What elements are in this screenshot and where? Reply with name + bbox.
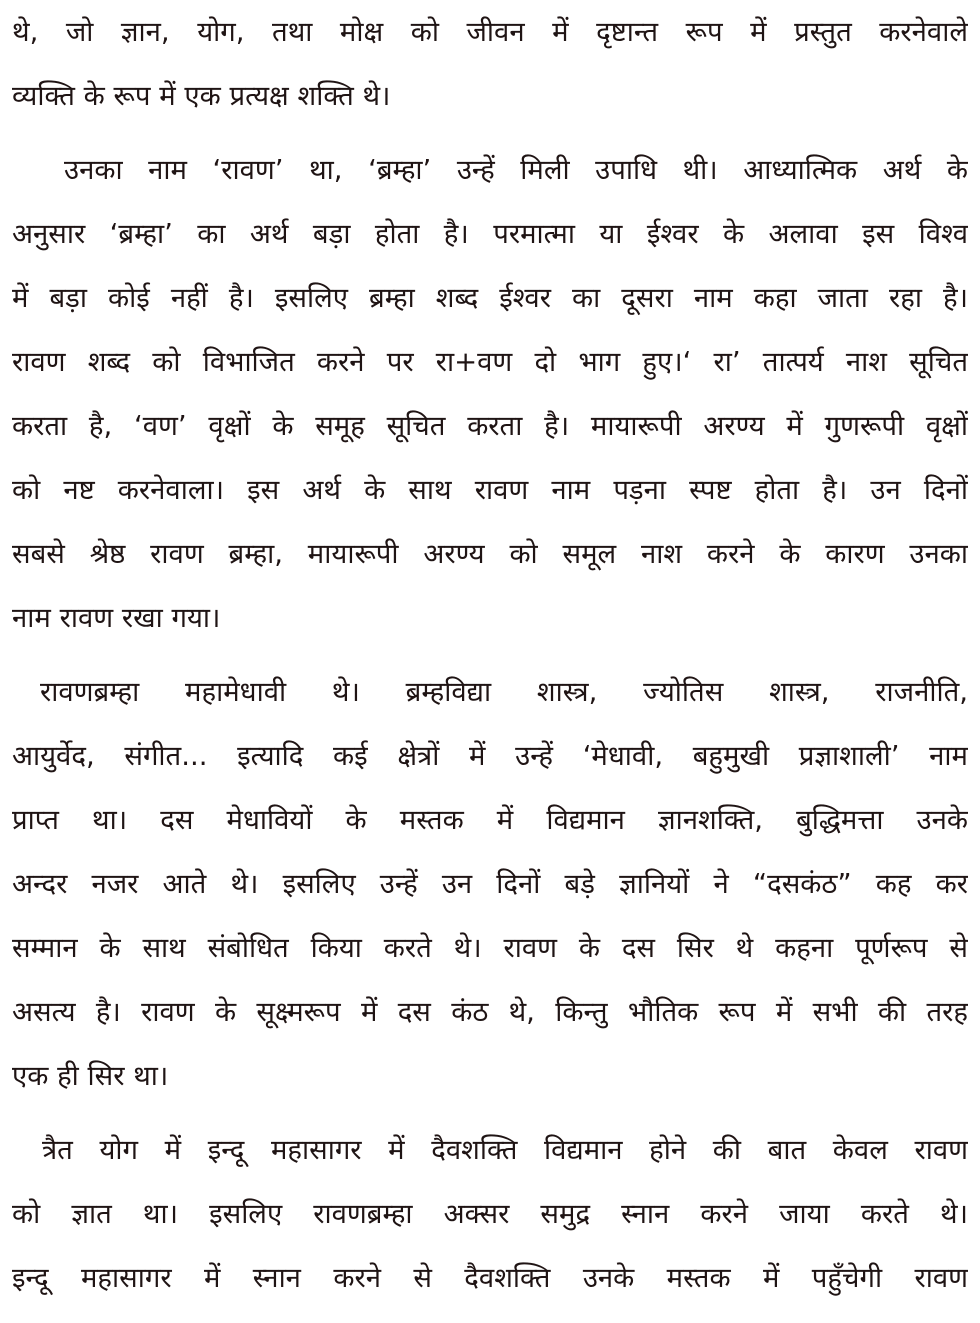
text-line: थे, जो ज्ञान, योग, तथा मोक्ष को जीवन में दृष्टान्त रूप में प्रस्तुत करनेवाले <box>12 16 968 48</box>
text-line: असत्य है। रावण के सूक्ष्मरूप में दस कंठ थे, किन्तु भौतिक रूप में सभी की तरह <box>12 996 968 1028</box>
text-line: प्राप्त था। दस मेधावियों के मस्तक में विद्यमान ज्ञानशक्ति, बुद्धिमत्ता उनके <box>12 804 968 836</box>
text-line: को नष्ट करनेवाला। इस अर्थ के साथ रावण नाम पड़ना स्पष्ट होता है। उन दिनों <box>12 474 968 506</box>
text-line: अनुसार ‘ब्रम्हा’ का अर्थ बड़ा होता है। परमात्मा या ईश्वर के अलावा इस विश्व <box>12 218 968 250</box>
document-page <box>12 0 968 1310</box>
text-line: रावणब्रम्हा महामेधावी थे। ब्रम्हविद्या शास्त्र, ज्योतिस शास्त्र, राजनीति, <box>40 676 968 708</box>
paragraph-4 <box>12 1118 968 1310</box>
text-line: को ज्ञात था। इसलिए रावणब्रम्हा अक्सर समुद्र स्नान करने जाया करते थे। <box>12 1198 968 1230</box>
text-line: रावण शब्द को विभाजित करने पर रा+वण दो भाग हुए।‘ रा’ तात्पर्य नाश सूचित <box>12 346 968 378</box>
paragraph-3 <box>12 660 968 1108</box>
text-line: त्रैत योग में इन्दू महासागर में दैवशक्ति विद्यमान होने की बात केवल रावण <box>42 1134 968 1166</box>
text-line: व्यक्ति के रूप में एक प्रत्यक्ष शक्ति थे। <box>12 80 391 112</box>
text-line: सबसे श्रेष्ठ रावण ब्रम्हा, मायारूपी अरण्य को समूल नाश करने के कारण उनका <box>12 538 968 570</box>
paragraph-2 <box>12 138 968 650</box>
text-line: इन्दू महासागर में स्नान करने से दैवशक्ति उनके मस्तक में पहुँचेगी रावण <box>12 1262 968 1294</box>
text-line: नाम रावण रखा गया। <box>12 602 221 634</box>
text-line: उनका नाम ‘रावण’ था, ‘ब्रम्हा’ उन्हें मिली उपाधि थी। आध्यात्मिक अर्थ के <box>64 154 968 186</box>
text-line: एक ही सिर था। <box>12 1060 169 1092</box>
text-line: करता है, ‘वण’ वृक्षों के समूह सूचित करता है। मायारूपी अरण्य में गुणरूपी वृक्षों <box>12 410 968 442</box>
paragraph-1 <box>12 0 968 128</box>
text-line: अन्दर नजर आते थे। इसलिए उन्हें उन दिनों बड़े ज्ञानियों ने “दसकंठ” कह कर <box>12 868 968 900</box>
text-line: आयुर्वेद, संगीत... इत्यादि कई क्षेत्रों में उन्हें ‘मेधावी, बहुमुखी प्रज्ञाशाली’ नाम <box>12 740 968 772</box>
text-line: सम्मान के साथ संबोधित किया करते थे। रावण के दस सिर थे कहना पूर्णरूप से <box>12 932 968 964</box>
text-line: में बड़ा कोई नहीं है। इसलिए ब्रम्हा शब्द ईश्वर का दूसरा नाम कहा जाता रहा है। <box>12 282 968 314</box>
